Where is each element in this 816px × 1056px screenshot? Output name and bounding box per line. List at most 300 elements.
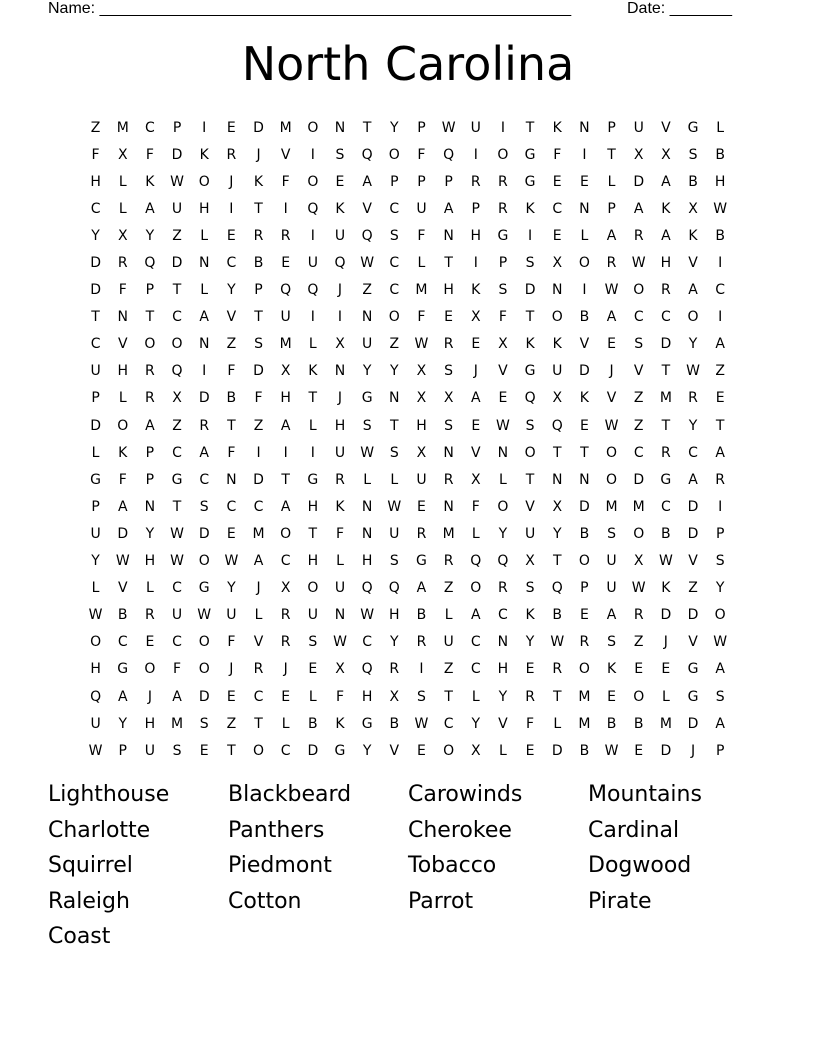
grid-letter[interactable]: H <box>307 498 319 515</box>
grid-letter[interactable]: Z <box>362 282 372 299</box>
grid-letter[interactable]: U <box>524 525 536 542</box>
grid-letter[interactable]: Y <box>91 553 100 570</box>
grid-letter[interactable]: S <box>498 282 508 299</box>
grid-letter[interactable]: E <box>308 661 318 678</box>
grid-letter[interactable]: A <box>280 498 291 515</box>
grid-letter[interactable]: S <box>172 742 182 759</box>
grid-letter[interactable]: X <box>117 146 128 163</box>
grid-letter[interactable]: W <box>658 553 673 570</box>
grid-letter[interactable]: E <box>226 227 236 244</box>
grid-letter[interactable]: T <box>552 688 562 705</box>
grid-letter[interactable]: F <box>227 363 236 380</box>
grid-letter[interactable]: E <box>607 688 616 705</box>
grid-letter[interactable]: R <box>199 417 210 434</box>
grid-letter[interactable]: C <box>226 255 237 272</box>
grid-letter[interactable]: C <box>498 607 508 624</box>
grid-letter[interactable]: Q <box>470 553 482 570</box>
grid-letter[interactable]: E <box>281 255 291 272</box>
grid-letter[interactable]: N <box>361 309 373 326</box>
grid-letter[interactable]: L <box>200 227 209 244</box>
grid-letter[interactable]: Q <box>361 661 373 678</box>
grid-letter[interactable]: X <box>470 471 481 488</box>
grid-letter[interactable]: O <box>307 580 319 597</box>
grid-letter[interactable]: R <box>226 146 237 163</box>
grid-letter[interactable]: Y <box>688 417 698 434</box>
grid-letter[interactable]: B <box>416 607 427 624</box>
grid-letter[interactable]: T <box>91 309 100 326</box>
grid-letter[interactable]: Y <box>390 634 399 651</box>
grid-letter[interactable]: C <box>633 444 644 461</box>
grid-letter[interactable]: D <box>253 363 264 380</box>
grid-letter[interactable]: E <box>579 417 589 434</box>
grid-letter[interactable]: C <box>362 634 373 651</box>
grid-letter[interactable]: R <box>443 553 454 570</box>
grid-letter[interactable]: L <box>145 580 154 597</box>
grid-letter[interactable]: J <box>256 146 261 163</box>
grid-letter[interactable]: B <box>117 607 128 624</box>
grid-letter[interactable]: E <box>226 688 236 705</box>
grid-letter[interactable]: G <box>198 580 210 597</box>
grid-letter[interactable]: O <box>524 444 536 461</box>
grid-letter[interactable]: R <box>633 227 644 244</box>
grid-letter[interactable]: G <box>361 715 373 732</box>
grid-letter[interactable]: X <box>552 255 563 272</box>
grid-letter[interactable]: O <box>90 634 102 651</box>
grid-letter[interactable]: F <box>173 661 182 678</box>
grid-letter[interactable]: K <box>579 390 589 407</box>
grid-letter[interactable]: R <box>253 661 264 678</box>
grid-letter[interactable]: W <box>441 119 456 136</box>
grid-letter[interactable]: Q <box>524 390 536 407</box>
grid-letter[interactable]: W <box>360 255 375 272</box>
grid-letter[interactable]: I <box>283 200 288 217</box>
grid-letter[interactable]: S <box>715 553 725 570</box>
grid-letter[interactable]: P <box>444 173 453 190</box>
grid-letter[interactable]: Z <box>715 363 725 380</box>
grid-letter[interactable]: H <box>90 661 101 678</box>
grid-letter[interactable]: C <box>280 742 291 759</box>
grid-letter[interactable]: U <box>90 363 101 380</box>
grid-letter[interactable]: I <box>473 255 478 272</box>
grid-letter[interactable]: V <box>389 742 400 759</box>
grid-letter[interactable]: L <box>118 200 127 217</box>
grid-letter[interactable]: T <box>254 309 263 326</box>
grid-letter[interactable]: L <box>254 607 263 624</box>
grid-letter[interactable]: R <box>633 607 644 624</box>
grid-letter[interactable]: Y <box>91 227 100 244</box>
grid-letter[interactable]: T <box>308 390 318 407</box>
grid-letter[interactable]: B <box>579 742 590 759</box>
grid-letter[interactable]: D <box>198 390 210 407</box>
grid-letter[interactable]: I <box>310 309 315 326</box>
grid-letter[interactable]: F <box>417 227 426 244</box>
grid-letter[interactable]: C <box>389 282 400 299</box>
grid-letter[interactable]: N <box>389 390 400 407</box>
grid-letter[interactable]: T <box>254 715 263 732</box>
grid-letter[interactable]: M <box>578 715 591 732</box>
grid-letter[interactable]: V <box>525 498 535 515</box>
grid-letter[interactable]: S <box>715 688 725 705</box>
grid-letter[interactable]: N <box>497 444 509 461</box>
grid-letter[interactable]: D <box>253 471 264 488</box>
grid-letter[interactable]: M <box>632 498 645 515</box>
grid-letter[interactable]: P <box>118 742 127 759</box>
grid-letter[interactable]: H <box>660 255 672 272</box>
grid-letter[interactable]: U <box>362 336 373 353</box>
grid-letter[interactable]: D <box>660 742 672 759</box>
grid-letter[interactable]: Q <box>171 363 183 380</box>
grid-letter[interactable]: D <box>551 742 563 759</box>
grid-letter[interactable]: D <box>633 471 645 488</box>
grid-letter[interactable]: G <box>361 390 373 407</box>
grid-letter[interactable]: C <box>389 200 400 217</box>
grid-letter[interactable]: J <box>609 363 614 380</box>
grid-letter[interactable]: D <box>171 255 183 272</box>
grid-letter[interactable]: N <box>361 525 373 542</box>
grid-letter[interactable]: A <box>199 309 209 326</box>
grid-letter[interactable]: I <box>718 255 723 272</box>
grid-letter[interactable]: F <box>145 146 154 163</box>
grid-letter[interactable]: C <box>90 200 101 217</box>
grid-letter[interactable]: U <box>606 553 617 570</box>
grid-letter[interactable]: B <box>226 390 237 407</box>
grid-letter[interactable]: F <box>281 173 290 190</box>
grid-letter[interactable]: R <box>145 607 155 624</box>
grid-letter[interactable]: W <box>387 498 402 515</box>
grid-letter[interactable]: A <box>715 444 725 461</box>
grid-letter[interactable]: S <box>389 444 399 461</box>
grid-letter[interactable]: C <box>199 471 210 488</box>
grid-letter[interactable]: R <box>470 173 481 190</box>
grid-letter[interactable]: X <box>525 553 535 570</box>
grid-letter[interactable]: I <box>473 146 478 163</box>
grid-letter[interactable]: P <box>471 200 480 217</box>
grid-letter[interactable]: R <box>688 390 698 407</box>
grid-letter[interactable]: I <box>718 309 723 326</box>
grid-letter[interactable]: X <box>552 498 563 515</box>
grid-letter[interactable]: R <box>335 471 345 488</box>
grid-letter[interactable]: U <box>470 119 481 136</box>
grid-letter[interactable]: C <box>470 661 481 678</box>
grid-letter[interactable]: Q <box>361 227 373 244</box>
grid-letter[interactable]: O <box>198 661 210 678</box>
grid-letter[interactable]: F <box>498 309 507 326</box>
grid-letter[interactable]: P <box>715 525 725 542</box>
grid-letter[interactable]: K <box>525 607 535 624</box>
grid-letter[interactable]: Q <box>443 146 455 163</box>
grid-letter[interactable]: M <box>442 525 455 542</box>
grid-letter[interactable]: Q <box>361 146 373 163</box>
grid-letter[interactable]: H <box>470 227 482 244</box>
grid-letter[interactable]: A <box>633 200 644 217</box>
grid-letter[interactable]: U <box>171 607 183 624</box>
grid-letter[interactable]: Y <box>525 634 535 651</box>
grid-letter[interactable]: U <box>307 607 318 624</box>
grid-letter[interactable]: E <box>471 417 481 434</box>
grid-letter[interactable]: X <box>443 390 454 407</box>
grid-letter[interactable]: V <box>253 634 264 651</box>
grid-letter[interactable]: H <box>497 661 509 678</box>
grid-letter[interactable]: K <box>308 363 318 380</box>
grid-letter[interactable]: W <box>88 742 103 759</box>
grid-letter[interactable]: D <box>198 688 210 705</box>
grid-letter[interactable]: N <box>334 363 346 380</box>
date-field[interactable]: Date: _______ <box>627 0 732 17</box>
grid-letter[interactable]: W <box>197 607 212 624</box>
grid-letter[interactable]: L <box>308 336 317 353</box>
grid-letter[interactable]: G <box>497 227 509 244</box>
grid-letter[interactable]: R <box>606 255 617 272</box>
grid-letter[interactable]: E <box>281 688 291 705</box>
grid-letter[interactable]: K <box>525 336 535 353</box>
grid-letter[interactable]: F <box>471 498 480 515</box>
grid-letter[interactable]: R <box>552 661 563 678</box>
grid-letter[interactable]: K <box>199 146 209 163</box>
grid-letter[interactable]: E <box>226 525 236 542</box>
grid-letter[interactable]: T <box>444 255 453 272</box>
grid-letter[interactable]: F <box>335 525 345 542</box>
grid-letter[interactable]: I <box>229 200 234 217</box>
grid-letter[interactable]: F <box>417 309 426 326</box>
grid-letter[interactable]: S <box>254 336 263 353</box>
grid-letter[interactable]: C <box>688 444 698 461</box>
grid-letter[interactable]: Y <box>362 363 372 380</box>
grid-letter[interactable]: E <box>444 309 454 326</box>
grid-letter[interactable]: O <box>606 471 618 488</box>
grid-letter[interactable]: D <box>660 607 672 624</box>
grid-letter[interactable]: X <box>633 553 644 570</box>
grid-letter[interactable]: V <box>688 553 698 570</box>
grid-letter[interactable]: E <box>579 607 589 624</box>
grid-letter[interactable]: X <box>117 227 128 244</box>
grid-letter[interactable]: N <box>198 336 210 353</box>
grid-letter[interactable]: X <box>335 661 345 678</box>
grid-letter[interactable]: P <box>715 742 725 759</box>
grid-letter[interactable]: J <box>337 390 343 407</box>
grid-letter[interactable]: A <box>688 471 698 488</box>
grid-letter[interactable]: T <box>525 309 535 326</box>
grid-letter[interactable]: X <box>416 363 427 380</box>
grid-letter[interactable]: D <box>579 363 590 380</box>
grid-letter[interactable]: C <box>90 336 101 353</box>
grid-letter[interactable]: Y <box>145 227 155 244</box>
grid-letter[interactable]: G <box>307 471 319 488</box>
grid-letter[interactable]: W <box>170 553 184 570</box>
grid-letter[interactable]: L <box>471 525 480 542</box>
grid-letter[interactable]: P <box>91 390 100 407</box>
grid-letter[interactable]: D <box>117 525 129 542</box>
grid-letter[interactable]: D <box>687 607 699 624</box>
grid-letter[interactable]: E <box>226 119 236 136</box>
grid-letter[interactable]: W <box>496 417 510 434</box>
grid-letter[interactable]: Q <box>307 200 319 217</box>
grid-letter[interactable]: H <box>117 363 128 380</box>
grid-letter[interactable]: U <box>334 444 346 461</box>
grid-letter[interactable]: M <box>415 282 428 299</box>
grid-letter[interactable]: V <box>117 336 128 353</box>
grid-letter[interactable]: H <box>307 553 319 570</box>
grid-letter[interactable]: G <box>171 471 183 488</box>
grid-letter[interactable]: U <box>90 715 101 732</box>
grid-letter[interactable]: A <box>606 309 617 326</box>
grid-letter[interactable]: E <box>607 336 616 353</box>
grid-letter[interactable]: M <box>116 119 129 136</box>
grid-letter[interactable]: D <box>307 742 319 759</box>
grid-letter[interactable]: O <box>470 580 482 597</box>
grid-letter[interactable]: N <box>579 471 590 488</box>
grid-letter[interactable]: N <box>334 119 346 136</box>
grid-letter[interactable]: A <box>145 200 155 217</box>
grid-letter[interactable]: T <box>444 688 453 705</box>
grid-letter[interactable]: O <box>633 688 645 705</box>
grid-letter[interactable]: G <box>334 742 346 759</box>
grid-letter[interactable]: P <box>607 119 616 136</box>
grid-letter[interactable]: L <box>91 580 100 597</box>
grid-letter[interactable]: X <box>389 688 400 705</box>
grid-letter[interactable]: N <box>443 498 454 515</box>
grid-letter[interactable]: Y <box>227 282 236 299</box>
grid-letter[interactable]: B <box>715 227 725 244</box>
grid-letter[interactable]: W <box>333 634 347 651</box>
grid-letter[interactable]: R <box>389 661 400 678</box>
grid-letter[interactable]: I <box>310 444 315 461</box>
grid-letter[interactable]: K <box>335 200 345 217</box>
grid-letter[interactable]: T <box>661 417 671 434</box>
grid-letter[interactable]: I <box>283 444 288 461</box>
grid-letter[interactable]: N <box>551 471 563 488</box>
grid-letter[interactable]: Z <box>443 661 454 678</box>
grid-letter[interactable]: I <box>718 498 723 515</box>
grid-letter[interactable]: M <box>605 498 618 515</box>
grid-letter[interactable]: I <box>202 363 207 380</box>
grid-letter[interactable]: U <box>552 363 563 380</box>
grid-letter[interactable]: Y <box>498 688 508 705</box>
grid-letter[interactable]: H <box>280 390 291 407</box>
grid-letter[interactable]: Y <box>552 525 562 542</box>
grid-letter[interactable]: O <box>497 498 509 515</box>
grid-letter[interactable]: J <box>283 661 288 678</box>
grid-letter[interactable]: R <box>280 634 291 651</box>
grid-letter[interactable]: E <box>525 661 535 678</box>
grid-letter[interactable]: V <box>688 255 698 272</box>
grid-letter[interactable]: L <box>336 553 344 570</box>
grid-letter[interactable]: E <box>552 173 562 190</box>
grid-letter[interactable]: Y <box>471 715 481 732</box>
grid-letter[interactable]: A <box>470 607 481 624</box>
grid-letter[interactable]: V <box>633 363 644 380</box>
grid-letter[interactable]: E <box>335 173 345 190</box>
grid-letter[interactable]: D <box>579 498 590 515</box>
grid-letter[interactable]: L <box>118 173 127 190</box>
grid-letter[interactable]: O <box>578 553 590 570</box>
grid-letter[interactable]: A <box>715 336 725 353</box>
grid-letter[interactable]: L <box>444 607 453 624</box>
grid-letter[interactable]: J <box>663 634 668 651</box>
grid-letter[interactable]: O <box>171 336 183 353</box>
grid-letter[interactable]: P <box>145 471 155 488</box>
grid-letter[interactable]: K <box>552 336 562 353</box>
grid-letter[interactable]: N <box>579 200 590 217</box>
grid-letter[interactable]: Y <box>362 742 372 759</box>
grid-letter[interactable]: C <box>117 634 128 651</box>
grid-letter[interactable]: N <box>443 444 454 461</box>
grid-letter[interactable]: S <box>634 336 644 353</box>
grid-letter[interactable]: G <box>90 471 101 488</box>
grid-letter[interactable]: T <box>362 119 372 136</box>
grid-letter[interactable]: C <box>552 200 563 217</box>
grid-letter[interactable]: Q <box>144 255 156 272</box>
grid-letter[interactable]: D <box>660 336 672 353</box>
grid-letter[interactable]: Z <box>633 390 644 407</box>
grid-letter[interactable]: M <box>171 715 184 732</box>
grid-letter[interactable]: S <box>525 580 535 597</box>
grid-letter[interactable]: O <box>307 119 319 136</box>
grid-letter[interactable]: T <box>281 471 290 488</box>
grid-letter[interactable]: N <box>144 498 156 515</box>
grid-letter[interactable]: P <box>145 444 155 461</box>
grid-letter[interactable]: A <box>253 553 264 570</box>
grid-letter[interactable]: C <box>443 715 454 732</box>
grid-letter[interactable]: P <box>607 200 616 217</box>
grid-letter[interactable]: A <box>172 688 182 705</box>
grid-letter[interactable]: M <box>578 688 591 705</box>
grid-letter[interactable]: Z <box>443 580 454 597</box>
grid-letter[interactable]: I <box>310 227 315 244</box>
grid-letter[interactable]: W <box>686 363 700 380</box>
grid-letter[interactable]: L <box>91 444 100 461</box>
grid-letter[interactable]: L <box>200 282 209 299</box>
grid-letter[interactable]: C <box>633 309 644 326</box>
grid-letter[interactable]: V <box>470 444 481 461</box>
grid-letter[interactable]: T <box>661 363 671 380</box>
grid-letter[interactable]: N <box>443 227 454 244</box>
grid-letter[interactable]: L <box>308 688 317 705</box>
grid-letter[interactable]: Q <box>361 580 373 597</box>
grid-letter[interactable]: K <box>552 119 562 136</box>
grid-letter[interactable]: M <box>279 336 292 353</box>
grid-letter[interactable]: E <box>199 742 209 759</box>
grid-letter[interactable]: I <box>500 119 505 136</box>
grid-letter[interactable]: V <box>579 336 590 353</box>
grid-letter[interactable]: Q <box>307 282 319 299</box>
grid-letter[interactable]: S <box>607 525 616 542</box>
grid-letter[interactable]: Z <box>90 119 101 136</box>
grid-letter[interactable]: K <box>525 200 535 217</box>
grid-letter[interactable]: Z <box>633 634 644 651</box>
grid-letter[interactable]: R <box>579 634 590 651</box>
grid-letter[interactable]: H <box>714 173 726 190</box>
grid-letter[interactable]: L <box>580 227 589 244</box>
grid-letter[interactable]: H <box>361 688 373 705</box>
grid-letter[interactable]: O <box>198 634 210 651</box>
grid-letter[interactable]: L <box>308 417 317 434</box>
grid-letter[interactable]: J <box>147 688 152 705</box>
grid-letter[interactable]: T <box>227 742 236 759</box>
grid-letter[interactable]: E <box>471 336 481 353</box>
grid-letter[interactable]: V <box>606 390 617 407</box>
grid-letter[interactable]: U <box>389 525 400 542</box>
grid-letter[interactable]: D <box>90 255 101 272</box>
grid-letter[interactable]: O <box>253 742 265 759</box>
grid-letter[interactable]: G <box>687 688 699 705</box>
grid-letter[interactable]: B <box>688 173 698 190</box>
grid-letter[interactable]: X <box>661 146 671 163</box>
grid-letter[interactable]: V <box>688 634 698 651</box>
grid-letter[interactable]: Q <box>280 282 292 299</box>
grid-letter[interactable]: X <box>416 390 427 407</box>
grid-letter[interactable]: D <box>524 282 536 299</box>
grid-letter[interactable]: M <box>659 715 672 732</box>
